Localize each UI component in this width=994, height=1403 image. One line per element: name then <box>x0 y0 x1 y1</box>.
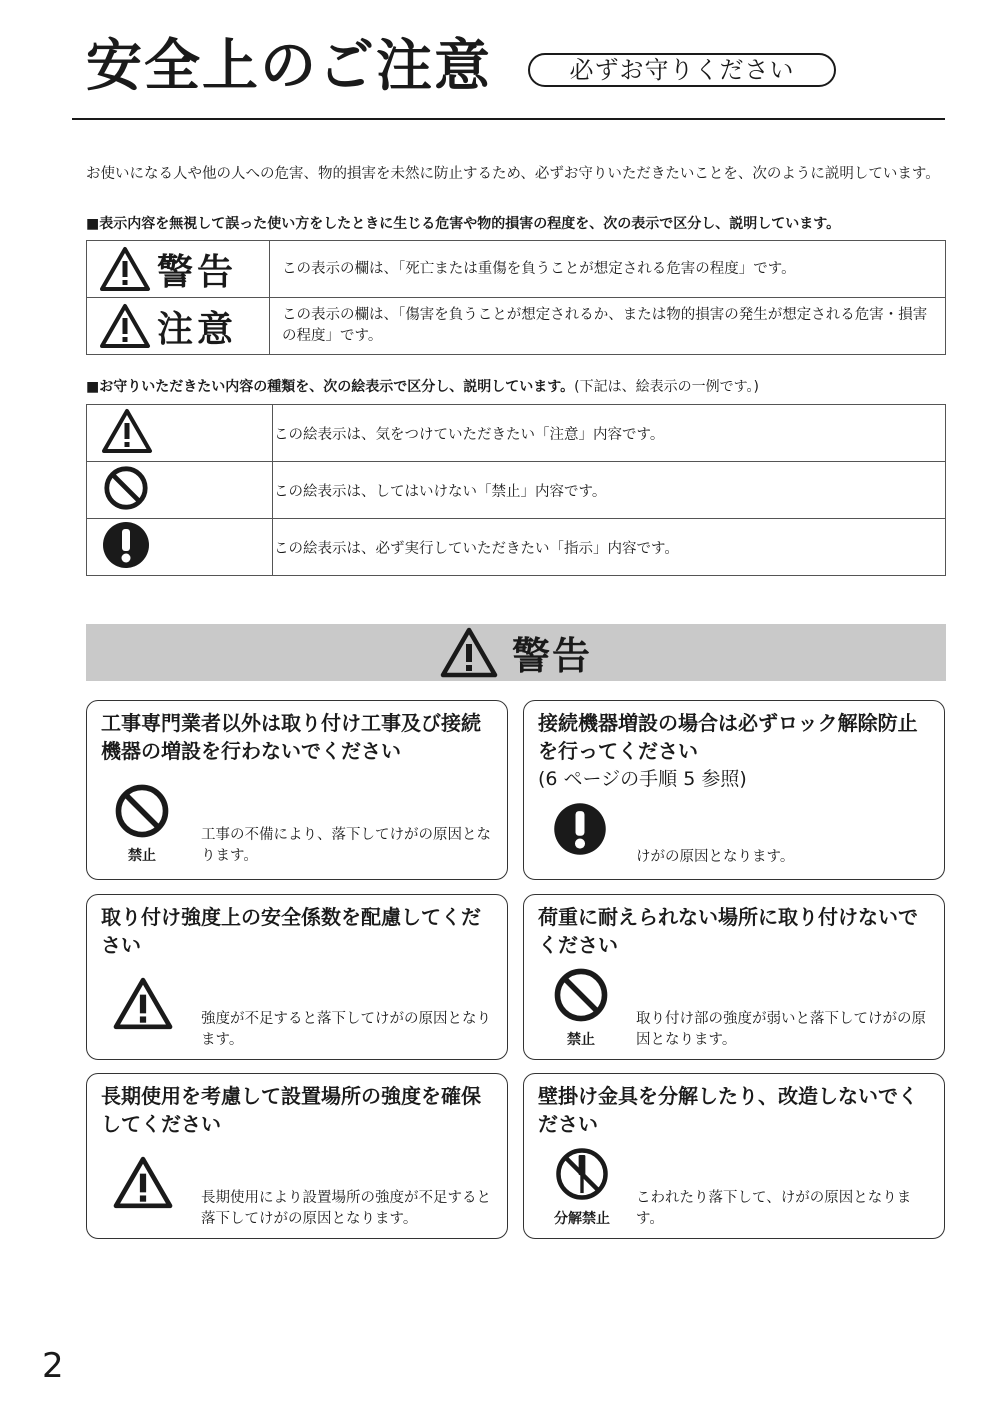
caution-triangle-icon <box>112 977 174 1031</box>
prohibition-icon <box>114 783 170 839</box>
page-number: 2 <box>42 1346 64 1386</box>
caution-triangle-icon <box>112 1156 174 1210</box>
warning-triangle-icon <box>440 627 498 679</box>
pictogram-table <box>86 404 946 576</box>
icon-label: 禁止 <box>567 1032 595 1048</box>
page-subtitle-badge: 必ずお守りください <box>528 53 836 87</box>
warning-band <box>86 624 946 681</box>
warning-card-lock-release <box>523 700 945 880</box>
warning-card-load-bearing <box>523 894 945 1060</box>
card-title: 取り付け強度上の安全係数を配慮してください <box>101 905 481 957</box>
pictogram-heading-text: ■お守りいただきたい内容の種類を、次の絵表示で区分し、説明しています。 <box>86 379 575 395</box>
card-description: 長期使用により設置場所の強度が不足すると落下してけがの原因となります。 <box>201 1190 491 1227</box>
card-title: 壁掛け金具を分解したり、改造しないでください <box>538 1084 918 1136</box>
card-description: 工事の不備により、落下してけがの原因となります。 <box>201 827 491 864</box>
signal-description-warning: この表示の欄は、「死亡または重傷を負うことが想定される危害の程度」です。 <box>270 241 946 298</box>
page-title: 安全上のご注意 <box>86 34 492 99</box>
pictogram-row-mandatory <box>87 519 946 576</box>
signal-row-caution <box>87 298 946 355</box>
card-description: 取り付け部の強度が弱いと落下してけがの原因となります。 <box>636 1011 926 1048</box>
warning-triangle-icon <box>99 303 151 349</box>
pictogram-section-heading <box>86 376 759 396</box>
intro-text: お使いになる人や他の人への危害、物的損害を未然に防止するため、必ずお守りいただきたいことを、次のように説明しています。 <box>86 166 940 182</box>
warning-card-installation <box>86 700 508 880</box>
icon-label: 分解禁止 <box>554 1211 610 1227</box>
pictogram-heading-note: (下記は、絵表示の一例です。) <box>574 379 759 395</box>
card-description: こわれたり落下して、けがの原因となります。 <box>636 1190 912 1227</box>
signal-section-heading: ■表示内容を無視して誤った使い方をしたときに生じる危害や物的損害の程度を、次の表示で区分し、説明しています。 <box>86 216 841 232</box>
prohibition-icon <box>553 967 609 1023</box>
mandatory-icon <box>101 520 151 570</box>
warning-triangle-icon <box>99 246 151 292</box>
page-reference: (6 ページの手順 5 参照) <box>538 768 747 790</box>
pictogram-description-prohibition: この絵表示は、してはいけない「禁止」内容です。 <box>273 462 946 519</box>
signal-word-caution: 注意 <box>157 308 238 350</box>
warning-card-safety-factor <box>86 894 508 1060</box>
card-title-text: 接続機器増設の場合は必ずロック解除防止を行ってください <box>538 711 918 763</box>
pictogram-description-mandatory: この絵表示は、必ず実行していただきたい「指示」内容です。 <box>273 519 946 576</box>
card-description: けがの原因となります。 <box>636 849 795 865</box>
mandatory-icon <box>552 801 608 857</box>
pictogram-row-caution <box>87 405 946 462</box>
pictogram-row-prohibition <box>87 462 946 519</box>
header-divider <box>72 118 945 120</box>
pictogram-description-caution: この絵表示は、気をつけていただきたい「注意」内容です。 <box>273 405 946 462</box>
no-disassembly-icon <box>554 1146 610 1202</box>
card-title: 長期使用を考慮して設置場所の強度を確保してください <box>101 1084 481 1136</box>
warning-card-disassembly <box>523 1073 945 1239</box>
prohibition-icon <box>101 464 151 512</box>
signal-word-table <box>86 240 946 355</box>
signal-word-warning: 警告 <box>157 251 238 293</box>
signal-description-caution: この表示の欄は、「傷害を負うことが想定されるか、または物的損害の発生が想定される危害・損害の程度」です。 <box>270 298 946 355</box>
card-title <box>538 709 932 793</box>
icon-label: 禁止 <box>128 848 156 864</box>
caution-triangle-icon <box>101 408 153 454</box>
card-title: 荷重に耐えられない場所に取り付けないでください <box>538 905 918 957</box>
warning-band-label: 警告 <box>511 634 592 678</box>
card-title: 工事専門業者以外は取り付け工事及び接続機器の増設を行わないでください <box>101 711 481 763</box>
card-description: 強度が不足すると落下してけがの原因となります。 <box>201 1011 491 1048</box>
signal-row-warning <box>87 241 946 298</box>
warning-card-long-term-use <box>86 1073 508 1239</box>
